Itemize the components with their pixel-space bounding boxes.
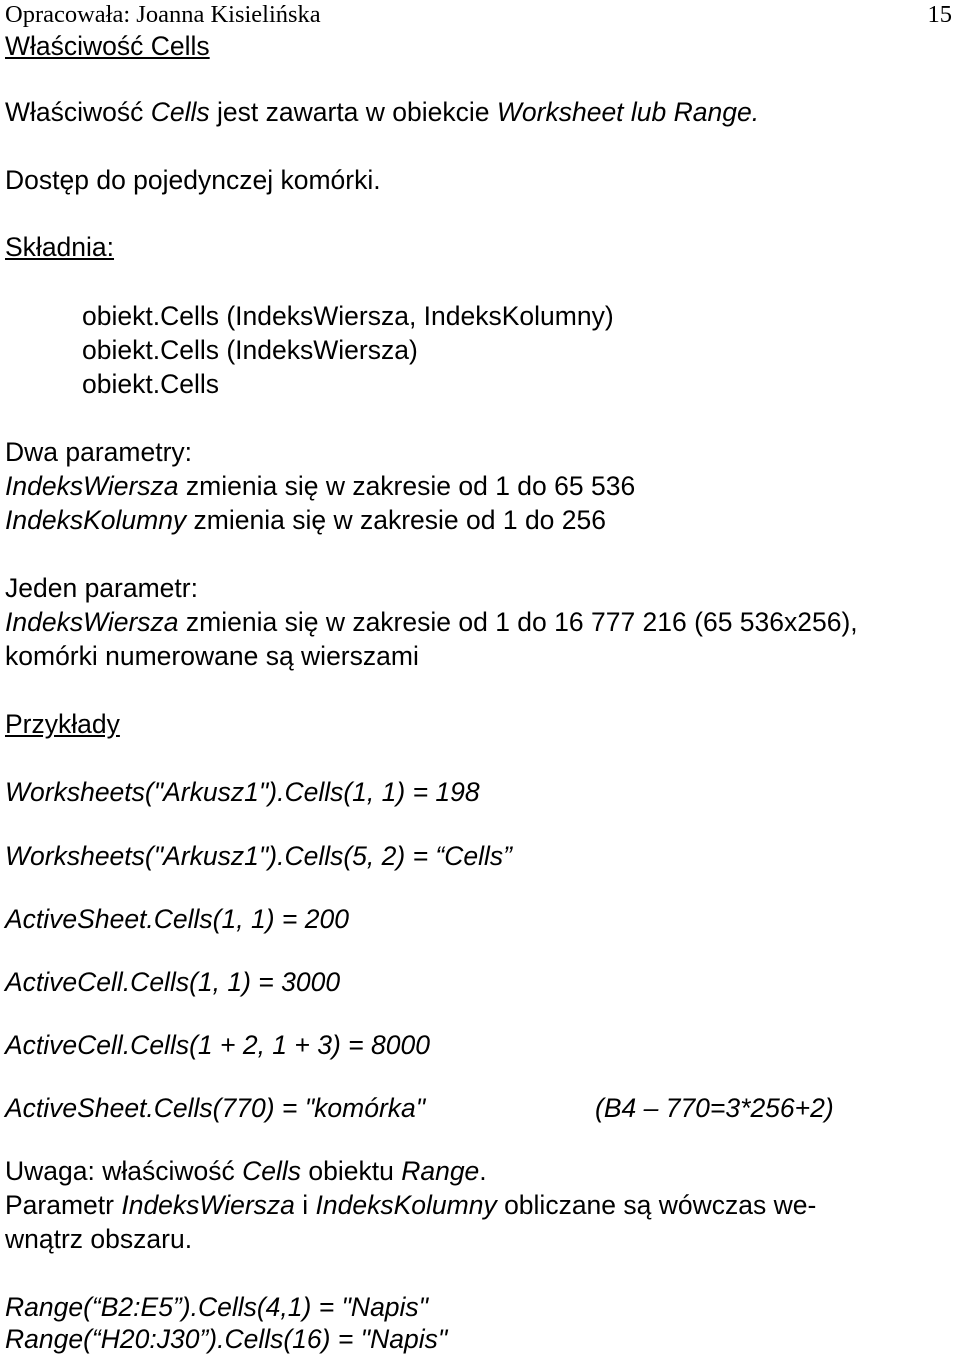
row-index-name: IndeksWiersza (5, 471, 179, 501)
section-title: Właściwość Cells (5, 31, 210, 61)
remark-text-2: obiektu (301, 1156, 402, 1186)
example-line-1: Worksheets("Arkusz1").Cells(1, 1) = 198 (5, 777, 480, 807)
syntax-line-3: obiekt.Cells (82, 369, 219, 399)
remark-p2-text-3: obliczane są wówczas we- (496, 1190, 817, 1220)
remark-line-2 (5, 1188, 816, 1222)
col-index-name: IndeksKolumny (5, 505, 187, 535)
example-line-6-note: (B4 – 770=3*256+2) (595, 1093, 834, 1123)
examples-heading: Przykłady (5, 709, 120, 739)
remark-line-3: wnątrz obszaru. (5, 1224, 193, 1254)
two-params-col (5, 503, 606, 537)
access-line: Dostęp do pojedynczej komórki. (5, 165, 381, 195)
col-index-range: zmienia się w zakresie od 1 do 256 (186, 505, 606, 535)
row-index-range: zmienia się w zakresie od 1 do 65 536 (178, 471, 636, 501)
intro-paragraph (5, 95, 759, 129)
page-number: 15 (927, 1, 952, 28)
one-param-row-range: zmienia się w zakresie od 1 do 16 777 216 (65 536x256), (178, 607, 858, 637)
syntax-heading: Składnia: (5, 232, 115, 262)
intro-text-4: . (751, 97, 760, 127)
intro-range: Range (673, 97, 752, 127)
remark-range: Range (401, 1156, 480, 1186)
two-params-heading: Dwa parametry: (5, 437, 193, 467)
syntax-line-1: obiekt.Cells (IndeksWiersza, IndeksKolumny) (82, 301, 614, 331)
range-example-1: Range(“B2:E5”).Cells(4,1) = "Napis" (5, 1292, 429, 1322)
intro-worksheet: Worksheet (496, 97, 624, 127)
range-example-2: Range(“H20:J30”).Cells(16) = "Napis" (5, 1324, 448, 1354)
remark-row-name: IndeksWiersza (121, 1190, 295, 1220)
example-line-2: Worksheets("Arkusz1").Cells(5, 2) = “Cells” (5, 841, 512, 871)
one-param-row (5, 605, 858, 639)
intro-text-3: lub (623, 97, 674, 127)
remark-line-1 (5, 1154, 487, 1188)
remark-col-name: IndeksKolumny (315, 1190, 497, 1220)
header-author: Opracowała: Joanna Kisielińska (5, 1, 321, 28)
example-line-4: ActiveCell.Cells(1, 1) = 3000 (5, 967, 341, 997)
intro-text-1: Właściwość (5, 97, 151, 127)
two-params-row (5, 469, 635, 503)
example-line-3: ActiveSheet.Cells(1, 1) = 200 (5, 904, 349, 934)
remark-text-3: . (479, 1156, 487, 1186)
remark-p2-text-1: Parametr (5, 1190, 122, 1220)
one-param-heading: Jeden parametr: (5, 573, 198, 603)
remark-p2-text-2: i (294, 1190, 316, 1220)
example-line-6: ActiveSheet.Cells(770) = "komórka" (5, 1093, 426, 1123)
intro-cells: Cells (150, 97, 210, 127)
intro-text-2: jest zawarta w obiekcie (209, 97, 497, 127)
remark-text-1: Uwaga: właściwość (5, 1156, 243, 1186)
syntax-line-2: obiekt.Cells (IndeksWiersza) (82, 335, 418, 365)
one-param-continuation: komórki numerowane są wierszami (5, 641, 419, 671)
remark-cells: Cells (242, 1156, 302, 1186)
example-line-5: ActiveCell.Cells(1 + 2, 1 + 3) = 8000 (5, 1030, 430, 1060)
one-param-row-name: IndeksWiersza (5, 607, 179, 637)
